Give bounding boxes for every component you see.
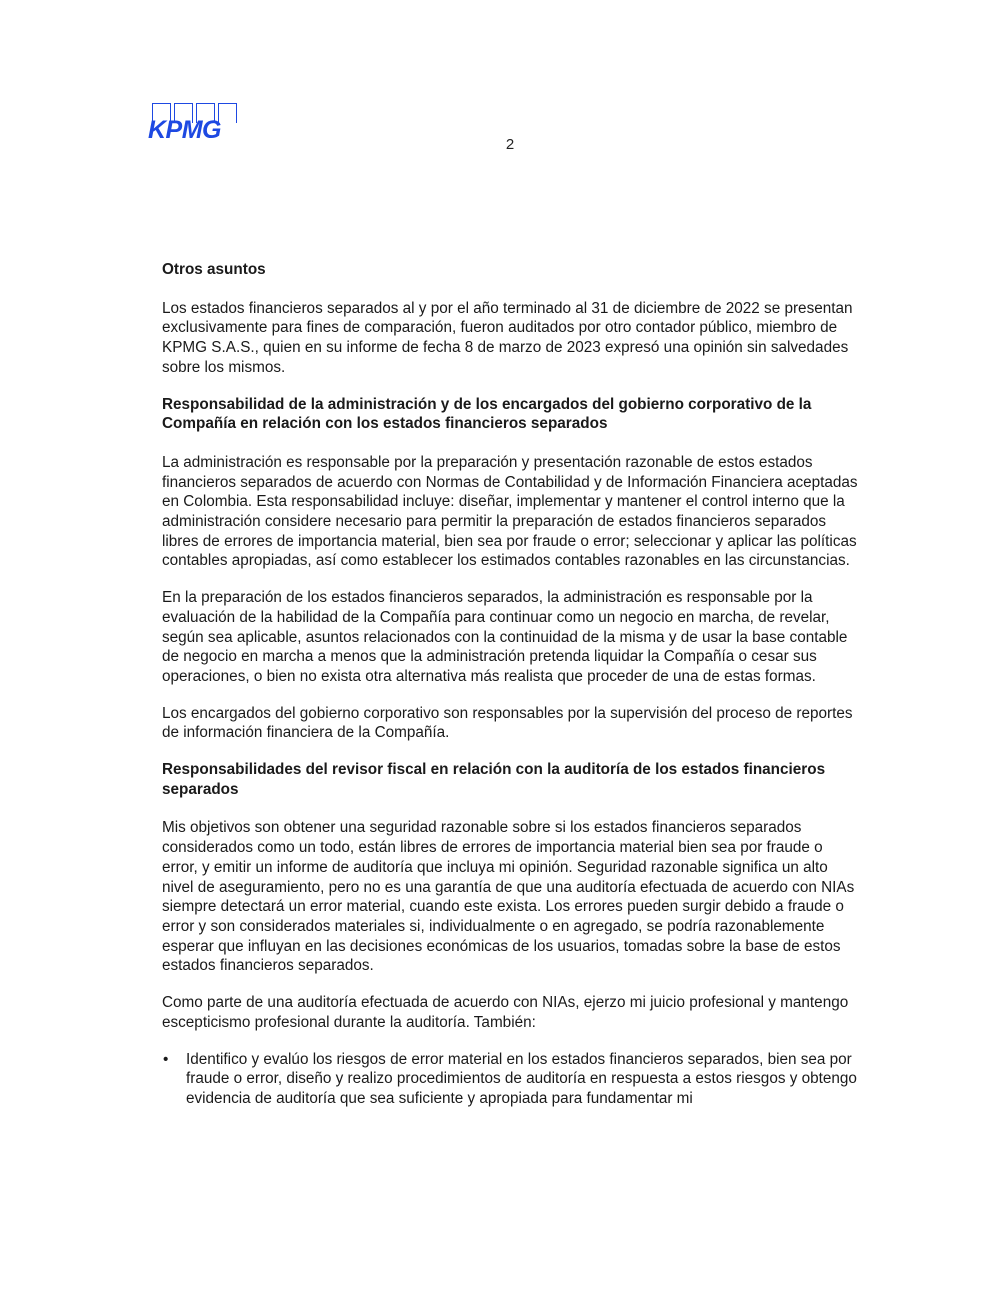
section-title-responsabilidades-revisor: Responsabilidades del revisor fiscal en relación con la auditoría de los estados financieros separados (162, 761, 826, 798)
paragraph: Los encargados del gobierno corporativo son responsables por la supervisión del proceso de reportes de información financiera de la Compañía. (162, 704, 853, 742)
paragraph: En la preparación de los estados financieros separados, la administración es responsable por la evaluación de la habilidad de la Compañía para continuar como un negocio en marcha, de revelar, según sea aplicable, asuntos relacionados con la continuidad de la misma y de usar la base contable de negocio en marcha a menos que la administración pretenda liquidar la Compañía o cesar sus operaciones, o bien no exista otra alternativa más realista que proceder de una de estas formas. (162, 589, 848, 685)
section-title-responsabilidad-administracion: Responsabilidad de la administración y de los encargados del gobierno corporativo de la Compañía en relación con los estados financieros separados (162, 395, 812, 433)
section-title-otros-asuntos: Otros asuntos (162, 261, 266, 278)
paragraph: Mis objetivos son obtener una seguridad razonable sobre si los estados financieros separados considerados como un todo, están libres de errores de importancia material bien sea por fraude o error, y emitir un informe de auditoría que incluya mi opinión. Seguridad razonable significa un alto nivel de aseguramiento, pero no es una garantía de que una auditoría efectuada de acuerdo con NIAs siempre detectará un error material, cuando este exista. Los errores pueden surgir debido a fraude o error y son considerados materiales si, individualmente o en agregado, se podría razonablemente esperar que influyan en las decisiones económicas de los usuarios, tomadas sobre la base de estos estados financieros separados. (162, 819, 855, 975)
logo-wordmark: KPMG (148, 116, 221, 144)
list-item-text: Identifico y evalúo los riesgos de error material en los estados financieros separados, bien sea por fraude o error, diseño y realizo procedimientos de auditoría en respuesta a estos riesgos y obtengo evidencia de auditoría que sea suficiente y apropiada para fundamentar mi (186, 1050, 857, 1107)
bullet-icon: • (163, 1050, 169, 1068)
document-body (162, 260, 862, 1109)
page-number: 2 (505, 136, 515, 153)
list-item (162, 1050, 862, 1109)
paragraph: Como parte de una auditoría efectuada de acuerdo con NIAs, ejerzo mi juicio profesional y mantengo escepticismo profesional durante la auditoría. También: (162, 994, 849, 1031)
paragraph: Los estados financieros separados al y por el año terminado al 31 de diciembre de 2022 se presentan exclusivamente para fines de comparación, fueron auditados por otro contador público, miembro de KPMG S.A.S., quien en su informe de fecha 8 de marzo de 2023 expresó una opinión sin salvedades sobre los mismos. (162, 299, 853, 376)
bullet-list (162, 1050, 862, 1109)
paragraph: La administración es responsable por la preparación y presentación razonable de estos estados financieros separados de acuerdo con Normas de Contabilidad y de Información Financiera aceptadas en Colombia. Esta responsabilidad incluye: diseñar, implementar y mantener el control interno que la administración considere necesario para permitir la preparación de estados financieros separados libres de errores de importancia material, bien sea por fraude o error; seleccionar y aplicar las políticas contables apropiadas, así como establecer los estimados contables razonables en las circunstancias. (162, 453, 858, 570)
